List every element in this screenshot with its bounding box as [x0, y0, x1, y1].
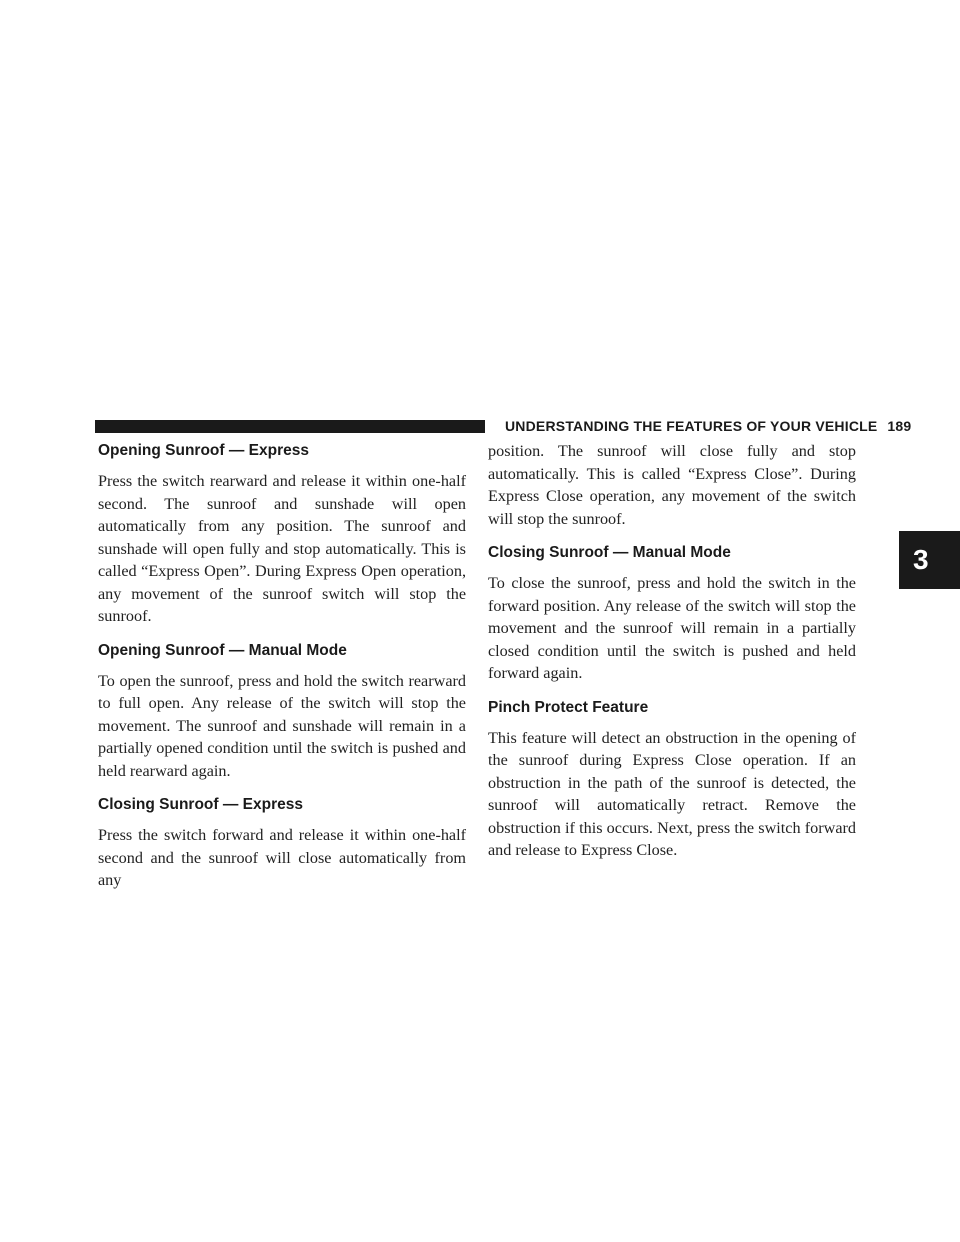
left-column [98, 440, 466, 904]
section-body: To open the sunroof, press and hold the switch rearward to full open. Any release of the switch will stop the movement. The sunroof and sunshade will remain in a partially opened condition until the switch is pushed and held rearward again. [98, 671, 466, 780]
section-body: To close the sunroof, press and hold the switch in the forward position. Any release of the switch will stop the movement and the sunroof will remain in a partially closed condition until the switch is pushed and held forward again. [488, 574, 856, 682]
section-pinch-protect [488, 697, 856, 862]
section-body: Press the switch forward and release it within one-half second and the sunroof will close automatically from any [98, 826, 466, 889]
chapter-tab: 3 [899, 531, 960, 589]
section-closing-manual [488, 542, 856, 685]
section-opening-manual [98, 640, 466, 783]
section-heading: Opening Sunroof — Express [98, 442, 309, 459]
section-closing-express [98, 794, 466, 892]
page-number: 189 [887, 418, 912, 434]
section-body: This feature will detect an obstruction in the opening of the sunroof during Express Close operation. If an obstruction in the path of the sunroof is detected, the sunroof will automatically retract. Remove the obstruction if this occurs. Next, press the switch forward and release to Express Close. [488, 728, 856, 859]
section-body: Press the switch rearward and release it within one-half second. The sunroof and sunshade will open automatically from any position. The sunroof and sunshade will open fully and stop automatically. This is called “Express Open”. During Express Open operation, any movement of the sunroof switch will stop the sunroof. [98, 472, 466, 625]
section-heading: Closing Sunroof — Manual Mode [488, 544, 731, 561]
right-column [488, 440, 856, 874]
section-body-continued: position. The sunroof will close fully and stop automatically. This is called “Express Close”. During Express Close operation, any movement of the switch will stop the sunroof. [488, 442, 856, 528]
running-header [505, 418, 911, 434]
section-heading: Closing Sunroof — Express [98, 796, 303, 813]
section-heading: Opening Sunroof — Manual Mode [98, 641, 347, 659]
section-heading: Pinch Protect Feature [488, 698, 649, 716]
header-rule [95, 420, 485, 433]
section-opening-express [98, 440, 466, 628]
section-closing-express-continued [488, 440, 856, 530]
chapter-title: UNDERSTANDING THE FEATURES OF YOUR VEHICLE [505, 418, 878, 434]
